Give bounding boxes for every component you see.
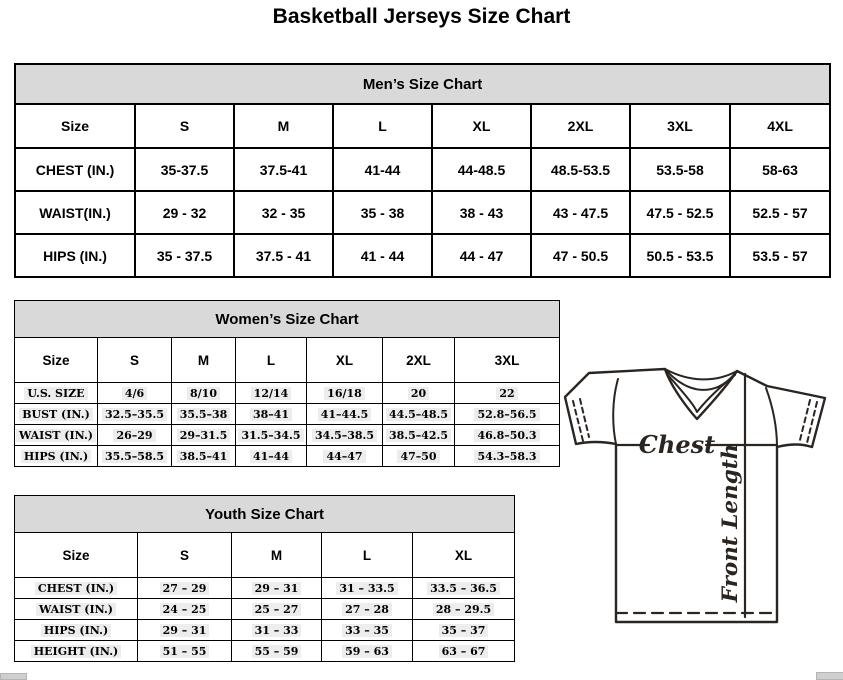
column-header: Size: [15, 338, 98, 383]
row-label: HIPS (IN.): [15, 234, 135, 277]
cell-text: 4/6: [122, 387, 147, 400]
size-value-cell: [138, 620, 232, 641]
size-value-cell: 43 - 47.5: [531, 191, 630, 234]
cell-text: 63 – 67: [439, 645, 489, 658]
table-row: [15, 578, 515, 599]
size-value-cell: [413, 641, 515, 662]
jersey-diagram: [555, 355, 843, 647]
size-value-cell: 41-44: [333, 148, 432, 191]
cell-text: 46.8–50.3: [474, 429, 539, 442]
row-label: [15, 383, 98, 404]
cell-text: 44–47: [323, 450, 365, 463]
size-value-cell: [383, 383, 455, 404]
cell-text: 24 – 25: [160, 603, 210, 616]
cell-text: HIPS (IN.): [41, 624, 111, 637]
table-row: [15, 404, 560, 425]
cell-text: 41–44.5: [318, 408, 372, 421]
size-value-cell: 35-37.5: [135, 148, 234, 191]
table-title-row: [15, 64, 830, 104]
size-value-cell: [232, 641, 322, 662]
cell-text: WAIST (IN.): [36, 603, 116, 616]
column-header-row: [15, 104, 830, 148]
cell-text: 31 – 33.5: [336, 582, 397, 595]
column-header: L: [322, 533, 413, 578]
cell-text: 32.5–35.5: [102, 408, 167, 421]
cell-text: 52.8–56.5: [474, 408, 539, 421]
cell-text: 35 – 37: [439, 624, 489, 637]
column-header-row: [15, 338, 560, 383]
row-label: [15, 425, 98, 446]
row-label: [15, 641, 138, 662]
table-title-row: [15, 301, 560, 338]
cell-text: HEIGHT (IN.): [31, 645, 121, 658]
cell-text: 27 – 28: [342, 603, 392, 616]
size-value-cell: 53.5-58: [630, 148, 730, 191]
size-value-cell: 53.5 - 57: [730, 234, 830, 277]
size-value-cell: 37.5 - 41: [234, 234, 333, 277]
column-header: S: [98, 338, 172, 383]
size-value-cell: [172, 446, 236, 467]
cell-text: 38.5–41: [177, 450, 231, 463]
size-value-cell: [172, 383, 236, 404]
size-value-cell: 52.5 - 57: [730, 191, 830, 234]
table-row: [15, 641, 515, 662]
cell-text: 34.5–38.5: [312, 429, 377, 442]
size-value-cell: 32 - 35: [234, 191, 333, 234]
cell-text: 20: [408, 387, 429, 400]
size-value-cell: [98, 404, 172, 425]
column-header: 3XL: [630, 104, 730, 148]
row-label: WAIST(IN.): [15, 191, 135, 234]
column-header: M: [234, 104, 333, 148]
table-title: Men’s Size Chart: [15, 64, 830, 104]
size-value-cell: [383, 404, 455, 425]
column-header: S: [138, 533, 232, 578]
size-value-cell: [172, 404, 236, 425]
table-row: [15, 425, 560, 446]
cell-text: CHEST (IN.): [35, 582, 117, 595]
size-value-cell: [322, 641, 413, 662]
size-value-cell: 37.5-41: [234, 148, 333, 191]
size-value-cell: 44 - 47: [432, 234, 531, 277]
size-value-cell: [98, 383, 172, 404]
cell-text: 28 – 29.5: [433, 603, 494, 616]
size-value-cell: [138, 578, 232, 599]
row-label: [15, 446, 98, 467]
table-row: [15, 620, 515, 641]
cell-text: BUST (IN.): [19, 408, 93, 421]
size-value-cell: 48.5-53.5: [531, 148, 630, 191]
table-title-row: [15, 496, 515, 533]
column-header: XL: [307, 338, 383, 383]
cell-text: 47–50: [397, 450, 439, 463]
cell-text: 35.5–58.5: [102, 450, 167, 463]
table-title: Women’s Size Chart: [15, 301, 560, 338]
size-value-cell: 44-48.5: [432, 148, 531, 191]
column-header: 2XL: [531, 104, 630, 148]
size-value-cell: [236, 425, 307, 446]
size-value-cell: [307, 446, 383, 467]
cell-text: 16/18: [324, 387, 365, 400]
size-value-cell: 38 - 43: [432, 191, 531, 234]
row-label: [15, 599, 138, 620]
cell-text: 22: [496, 387, 517, 400]
cell-text: 29–31.5: [177, 429, 231, 442]
cell-text: 25 – 27: [252, 603, 302, 616]
cell-text: 12/14: [251, 387, 292, 400]
cell-text: 54.3–58.3: [474, 450, 539, 463]
cell-text: 33.5 – 36.5: [427, 582, 500, 595]
page-title: Basketball Jerseys Size Chart: [272, 5, 571, 28]
column-header: L: [333, 104, 432, 148]
size-value-cell: [455, 404, 560, 425]
cell-text: 8/10: [187, 387, 220, 400]
size-value-cell: [98, 425, 172, 446]
size-value-cell: 41 - 44: [333, 234, 432, 277]
cell-text: 38–41: [250, 408, 292, 421]
row-label: [15, 620, 138, 641]
size-value-cell: [383, 446, 455, 467]
cell-text: 31 – 33: [252, 624, 302, 637]
size-value-cell: [455, 446, 560, 467]
size-value-cell: [138, 599, 232, 620]
cell-text: 44.5–48.5: [386, 408, 451, 421]
size-value-cell: [232, 578, 322, 599]
cell-text: 29 – 31: [160, 624, 210, 637]
size-value-cell: [172, 425, 236, 446]
chest-label: Chest: [638, 430, 716, 459]
size-value-cell: 29 - 32: [135, 191, 234, 234]
size-value-cell: [307, 425, 383, 446]
row-label: [15, 404, 98, 425]
size-value-cell: [413, 620, 515, 641]
size-value-cell: [307, 404, 383, 425]
size-value-cell: [236, 446, 307, 467]
cell-text: 26–29: [113, 429, 155, 442]
front-length-label: Front Length: [718, 443, 743, 603]
column-header: XL: [413, 533, 515, 578]
cell-text: WAIST (IN.): [16, 429, 96, 442]
cell-text: 55 – 59: [252, 645, 302, 658]
size-value-cell: 35 - 38: [333, 191, 432, 234]
table-title: Youth Size Chart: [15, 496, 515, 533]
column-header: 2XL: [383, 338, 455, 383]
column-header: M: [172, 338, 236, 383]
size-value-cell: [232, 599, 322, 620]
size-value-cell: 47 - 50.5: [531, 234, 630, 277]
size-value-cell: [383, 425, 455, 446]
size-value-cell: 35 - 37.5: [135, 234, 234, 277]
table-row: [15, 599, 515, 620]
size-value-cell: [98, 446, 172, 467]
cell-text: 41–44: [250, 450, 292, 463]
column-header: S: [135, 104, 234, 148]
row-label: CHEST (IN.): [15, 148, 135, 191]
cell-text: 29 – 31: [252, 582, 302, 595]
cell-text: 27 – 29: [160, 582, 210, 595]
column-header: 4XL: [730, 104, 830, 148]
cell-text: 31.5–34.5: [238, 429, 303, 442]
size-value-cell: 50.5 - 53.5: [630, 234, 730, 277]
table-row: [15, 234, 830, 277]
column-header: Size: [15, 533, 138, 578]
cell-text: 59 – 63: [342, 645, 392, 658]
size-value-cell: [322, 578, 413, 599]
cell-text: 35.5–38: [177, 408, 231, 421]
column-header: L: [236, 338, 307, 383]
table-row: [15, 383, 560, 404]
size-value-cell: [455, 425, 560, 446]
size-value-cell: [413, 599, 515, 620]
size-value-cell: 47.5 - 52.5: [630, 191, 730, 234]
womens-size-table: [14, 300, 560, 467]
mens-size-table: [14, 63, 831, 278]
size-value-cell: 58-63: [730, 148, 830, 191]
jersey-illustration: [555, 355, 843, 647]
size-value-cell: [322, 599, 413, 620]
column-header: XL: [432, 104, 531, 148]
cell-text: 33 – 35: [342, 624, 392, 637]
row-label: [15, 578, 138, 599]
size-value-cell: [413, 578, 515, 599]
size-value-cell: [138, 641, 232, 662]
table-row: [15, 148, 830, 191]
column-header: Size: [15, 104, 135, 148]
cell-text: 51 – 55: [160, 645, 210, 658]
cell-text: 38.5–42.5: [386, 429, 451, 442]
table-row: [15, 446, 560, 467]
cell-text: HIPS (IN.): [21, 450, 91, 463]
column-header: M: [232, 533, 322, 578]
size-value-cell: [307, 383, 383, 404]
size-value-cell: [232, 620, 322, 641]
table-row: [15, 191, 830, 234]
size-value-cell: [455, 383, 560, 404]
size-value-cell: [236, 404, 307, 425]
column-header-row: [15, 533, 515, 578]
youth-size-table: [14, 495, 515, 662]
size-value-cell: [236, 383, 307, 404]
cell-text: U.S. SIZE: [24, 387, 87, 400]
column-header: 3XL: [455, 338, 560, 383]
size-value-cell: [322, 620, 413, 641]
